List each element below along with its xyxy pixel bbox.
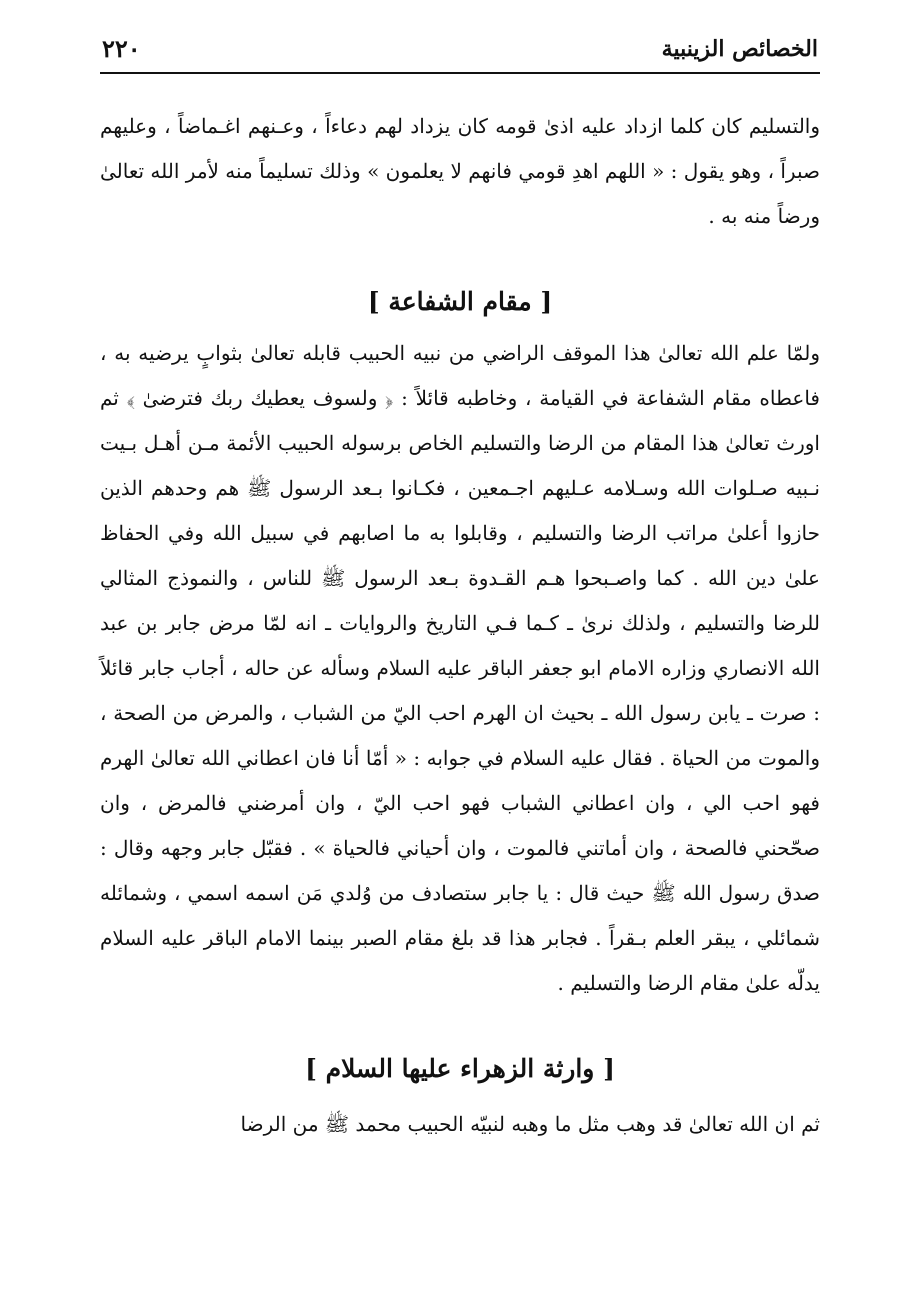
header-title: الخصائص الزينبية (661, 36, 818, 62)
section-heading-heir-of-zahra: [ وارثة الزهراء عليها السلام ] (305, 1054, 615, 1083)
paragraph-heir: ثم ان الله تعالىٰ قد وهب مثل ما وهبه لنبيّه الحبيب محمد ﷺ من الرضا (240, 1112, 820, 1136)
paragraph-intro: والتسليم كان كلما ازداد عليه اذىٰ قومه كان يزداد لهم دعاءاً ، وعـنهم اغـماضاً ، وعليهم صبراً ، وهو يقول : « اللهم اهدِ قومي فانهم لا يعلمون » وذلك تسليماً منه لأمر الله تعالىٰ ورضاً منه به . (100, 114, 820, 228)
paragraph-intercession: ولمّا علم الله تعالىٰ هذا الموقف الراضي من نبيه الحبيب قابله تعالىٰ بثوابٍ يرضيه به ، فاعطاه مقام الشفاعة في القيامة ، وخاطبه قائلاً : ﴿ ولسوف يعطيك ربك فترضىٰ ﴾ ثم اورث تعالىٰ هذا المقام من الرضا والتسليم الخاص برسوله الحبيب الأئمة مـن أهـل بـيت نـبيه صـلوات الله وسـلامه عـليهم اجـمعين ، فكـانوا بـعد الرسول ﷺ هم وحدهم الذين حازوا أعلىٰ مراتب الرضا والتسليم ، وقابلوا به ما اصابهم في سبيل الله وفي الحفاظ علىٰ دين الله . كما واصـبحوا هـم القـدوة بـعد الرسول ﷺ للناس ، والنموذج المثالي للرضا والتسليم ، ولذلك نرىٰ ـ كـما فـي التاريخ والروايات ـ انه لمّا مرض جابر بن عبد الله الانصاري وزاره الامام ابو جعفر الباقر عليه السلام وسأله عن حاله ، أجاب جابر قائلاً : صرت ـ يابن رسول الله ـ بحيث ان الهرم احب اليّ من الشباب ، والمرض من الصحة ، والموت من الحياة . فقال عليه السلام في جوابه : « أمّا أنا فان اعطاني الله تعالىٰ الهرم فهو احب الي ، وان اعطاني الشباب فهو احب اليّ ، وان أمرضني فالمرض ، وان صحّحني فالصحة ، وان أماتني فالموت ، وان أحياني فالحياة » . فقبّل جابر وجهه وقال : صدق رسول الله ﷺ حيث قال : يا جابر ستصادف من وُلدي مَن اسمه اسمي ، وشمائله شمائلي ، يبقر العلم بـقراً . فجابر هذا قد بلغ مقام الصبر بينما الامام الباقر عليه السلام يدلّه علىٰ مقام الرضا والتسليم . (100, 341, 820, 995)
section-heading-intercession: [ مقام الشفاعة ] (367, 287, 553, 316)
page-header (100, 30, 820, 70)
header-rule (100, 72, 820, 74)
page-number: ٢٢٠ (102, 34, 141, 63)
page-body (100, 100, 820, 1147)
